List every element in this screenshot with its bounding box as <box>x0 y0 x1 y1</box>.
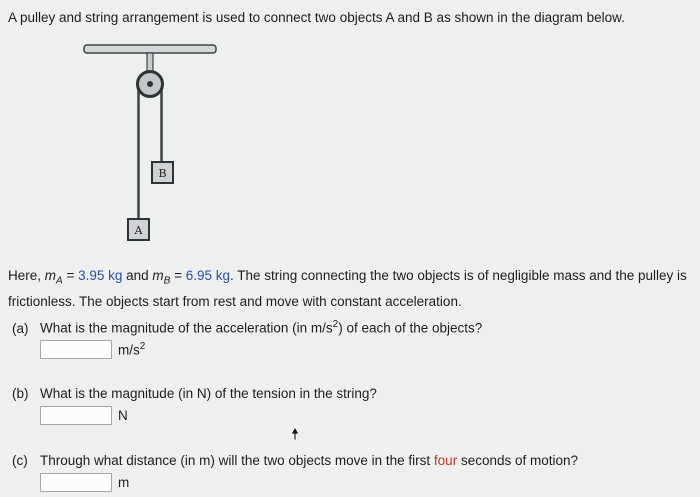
answer-a-unit: $m/s^2$ <box>118 341 146 358</box>
answer-a-input[interactable] <box>40 340 112 359</box>
mouse-pointer-icon <box>290 426 302 442</box>
given-paragraph: Here, $m_A = 3.95$ kg and $m_B = 6.95$ kg. The string connecting the two objects is of negligible mass and the pulley is frictionless. The objects start from rest and move with constant acceleration. <box>8 268 687 309</box>
answer-c-row <box>40 473 129 492</box>
answer-a-row <box>40 340 145 359</box>
question-c-label: (c) <box>12 453 28 468</box>
mass-b-value: 6.95 kg <box>185 268 231 283</box>
ceiling-bar <box>84 45 216 53</box>
pulley-axle <box>147 81 153 87</box>
answer-c-unit: m <box>118 475 130 490</box>
question-a: (a) What is the magnitude of the acceleration (in $m/s^2$) of each of the objects? <box>12 319 483 336</box>
question-a-label: (a) <box>12 320 29 336</box>
block-b-label: B <box>158 167 167 180</box>
question-b: (b) What is the magnitude (in N) of the tension in the string? <box>12 386 377 401</box>
answer-c-input[interactable] <box>40 473 112 492</box>
answer-b-unit: N <box>118 408 128 423</box>
block-a-label: A <box>134 224 143 237</box>
question-c: (c) Through what distance (in m) will the two objects move in the first four seconds of motion? <box>12 453 579 468</box>
pulley-diagram <box>0 0 240 250</box>
mass-b-symbol: $m_B$ <box>152 268 171 287</box>
highlighted-time: four <box>433 453 458 468</box>
answer-b-row <box>40 406 128 425</box>
mass-a-symbol: $m_A$ <box>44 268 63 287</box>
mass-a-value: 3.95 kg <box>78 268 123 283</box>
answer-b-input[interactable] <box>40 406 112 425</box>
problem-intro: A pulley and string arrangement is used to connect two objects A and B as shown in the diagram below. <box>8 10 625 25</box>
question-b-label: (b) <box>12 386 29 401</box>
